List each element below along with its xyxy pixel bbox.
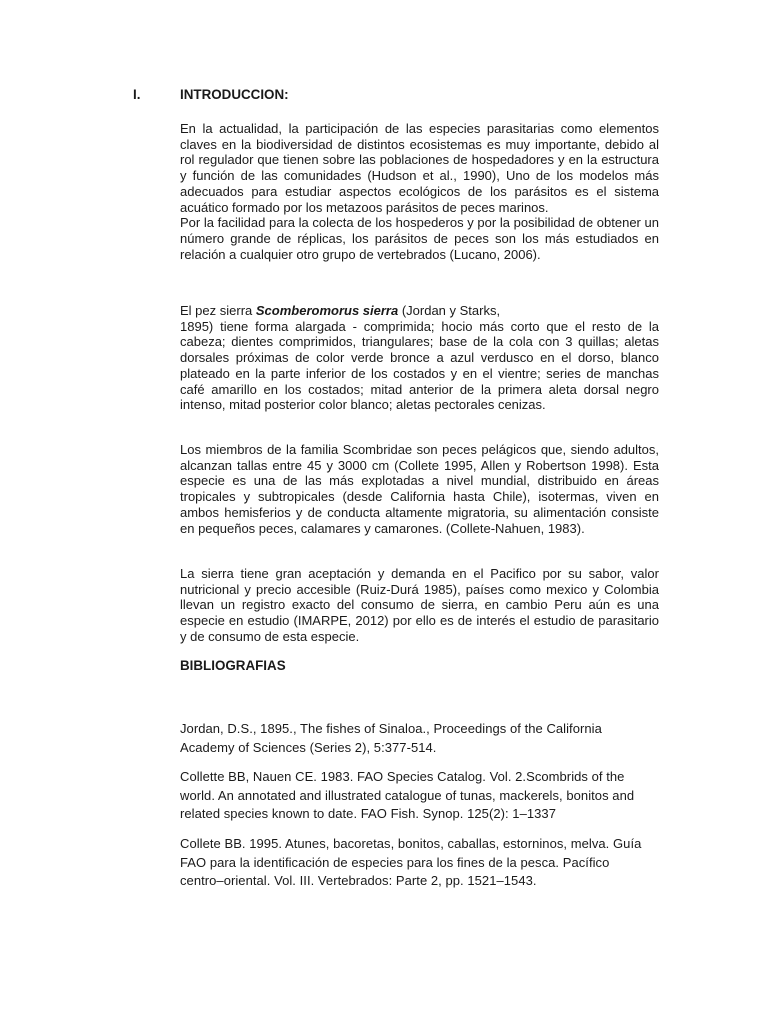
paragraph-3-intro <box>180 303 659 319</box>
species-name: Scomberomorus sierra <box>255 303 399 318</box>
reference-item: Jordan, D.S., 1895., The fishes of Sinaloa., Proceedings of the California Academy of Sciences (Series 2), 5:377-514. <box>180 721 602 755</box>
section-title: INTRODUCCION: <box>180 87 289 102</box>
bibliography-list <box>180 720 642 902</box>
paragraph-1: En la actualidad, la participación de las especies parasitarias como elementos claves en la biodiversidad de distintos ecosistemas es muy importante, debido al rol regulador que tienen sobre las poblaciones de hospedadores y en la estructura y función de las comunidades (Hudson et al., 1990), Uno de los modelos más adecuados para estudiar aspectos ecológicos de los parásitos es el sistema acuático formado por los metazoos parásitos de peces marinos. <box>180 121 659 215</box>
paragraph-3-pre: El pez sierra <box>180 303 256 318</box>
paragraph-3-body: 1895) tiene forma alargada - comprimida; hocio más corto que el resto de la cabeza; dientes comprimidos, triangulares; base de la cola con 3 quillas; aletas dorsales próximas de color verde bronce a azul verdusco en el dorso, blanco plateado en la parte inferior de los costados y en el vientre; series de manchas café amarillo en los costados; mitad anterior de la primera aleta dorsal negro intenso, mitad posterior color blanco; aletas pectorales cenizas. <box>180 318 659 413</box>
section-number: I. <box>133 87 141 102</box>
paragraph-2: Por la facilidad para la colecta de los hospederos y por la posibilidad de obtener un número grande de réplicas, los parásitos de peces son los más estudiados en relación a cualquier otro grupo de vertebrados (Lucano, 2006). <box>180 215 659 262</box>
bibliography-heading: BIBLIOGRAFIAS <box>180 658 286 673</box>
family-description <box>180 442 659 536</box>
reference-item: Collete BB. 1995. Atunes, bacoretas, bonitos, caballas, estorninos, melva. Guía FAO para la identificación de especies para los fines de la pesca. Pacífico centro–oriental. Vol. III. Vertebrados: Parte 2, pp. 1521–1543. <box>180 835 642 889</box>
species-description <box>180 303 659 413</box>
consumption-description <box>180 566 659 645</box>
reference-item: Collette BB, Nauen CE. 1983. FAO Species Catalog. Vol. 2.Scombrids of the world. An annotated and illustrated catalogue of tunas, mackerels, bonitos and related species known to date. FAO Fish. Synop. 125(2): 1–1337 <box>180 769 635 822</box>
paragraph-5: La sierra tiene gran aceptación y demanda en el Pacifico por su sabor, valor nutricional y precio accesible (Ruiz-Durá 1985), países como mexico y Colombia llevan un registro exacto del consumo de sierra, en cambio Peru aún es una especie en estudio (IMARPE, 2012) por ello es de interés el estudio de parasitario y de consumo de esta especie. <box>180 566 659 644</box>
paragraph-3-post: (Jordan y Starks, <box>398 303 501 318</box>
paragraph-4: Los miembros de la familia Scombridae son peces pelágicos que, siendo adultos, alcanzan tallas entre 45 y 3000 cm (Collete 1995, Allen y Robertson 1998). Esta especie es una de las más explotadas a nivel mundial, distribuido en áreas tropicales y subtropicales (desde California hasta Chile), isotermas, viven en ambos hemisferios y de conducta altamente migratoria, su alimentación consiste en pequeños peces, calamares y camarones. (Collete-Nahuen, 1983). <box>180 442 659 536</box>
introduction-body <box>180 121 659 262</box>
